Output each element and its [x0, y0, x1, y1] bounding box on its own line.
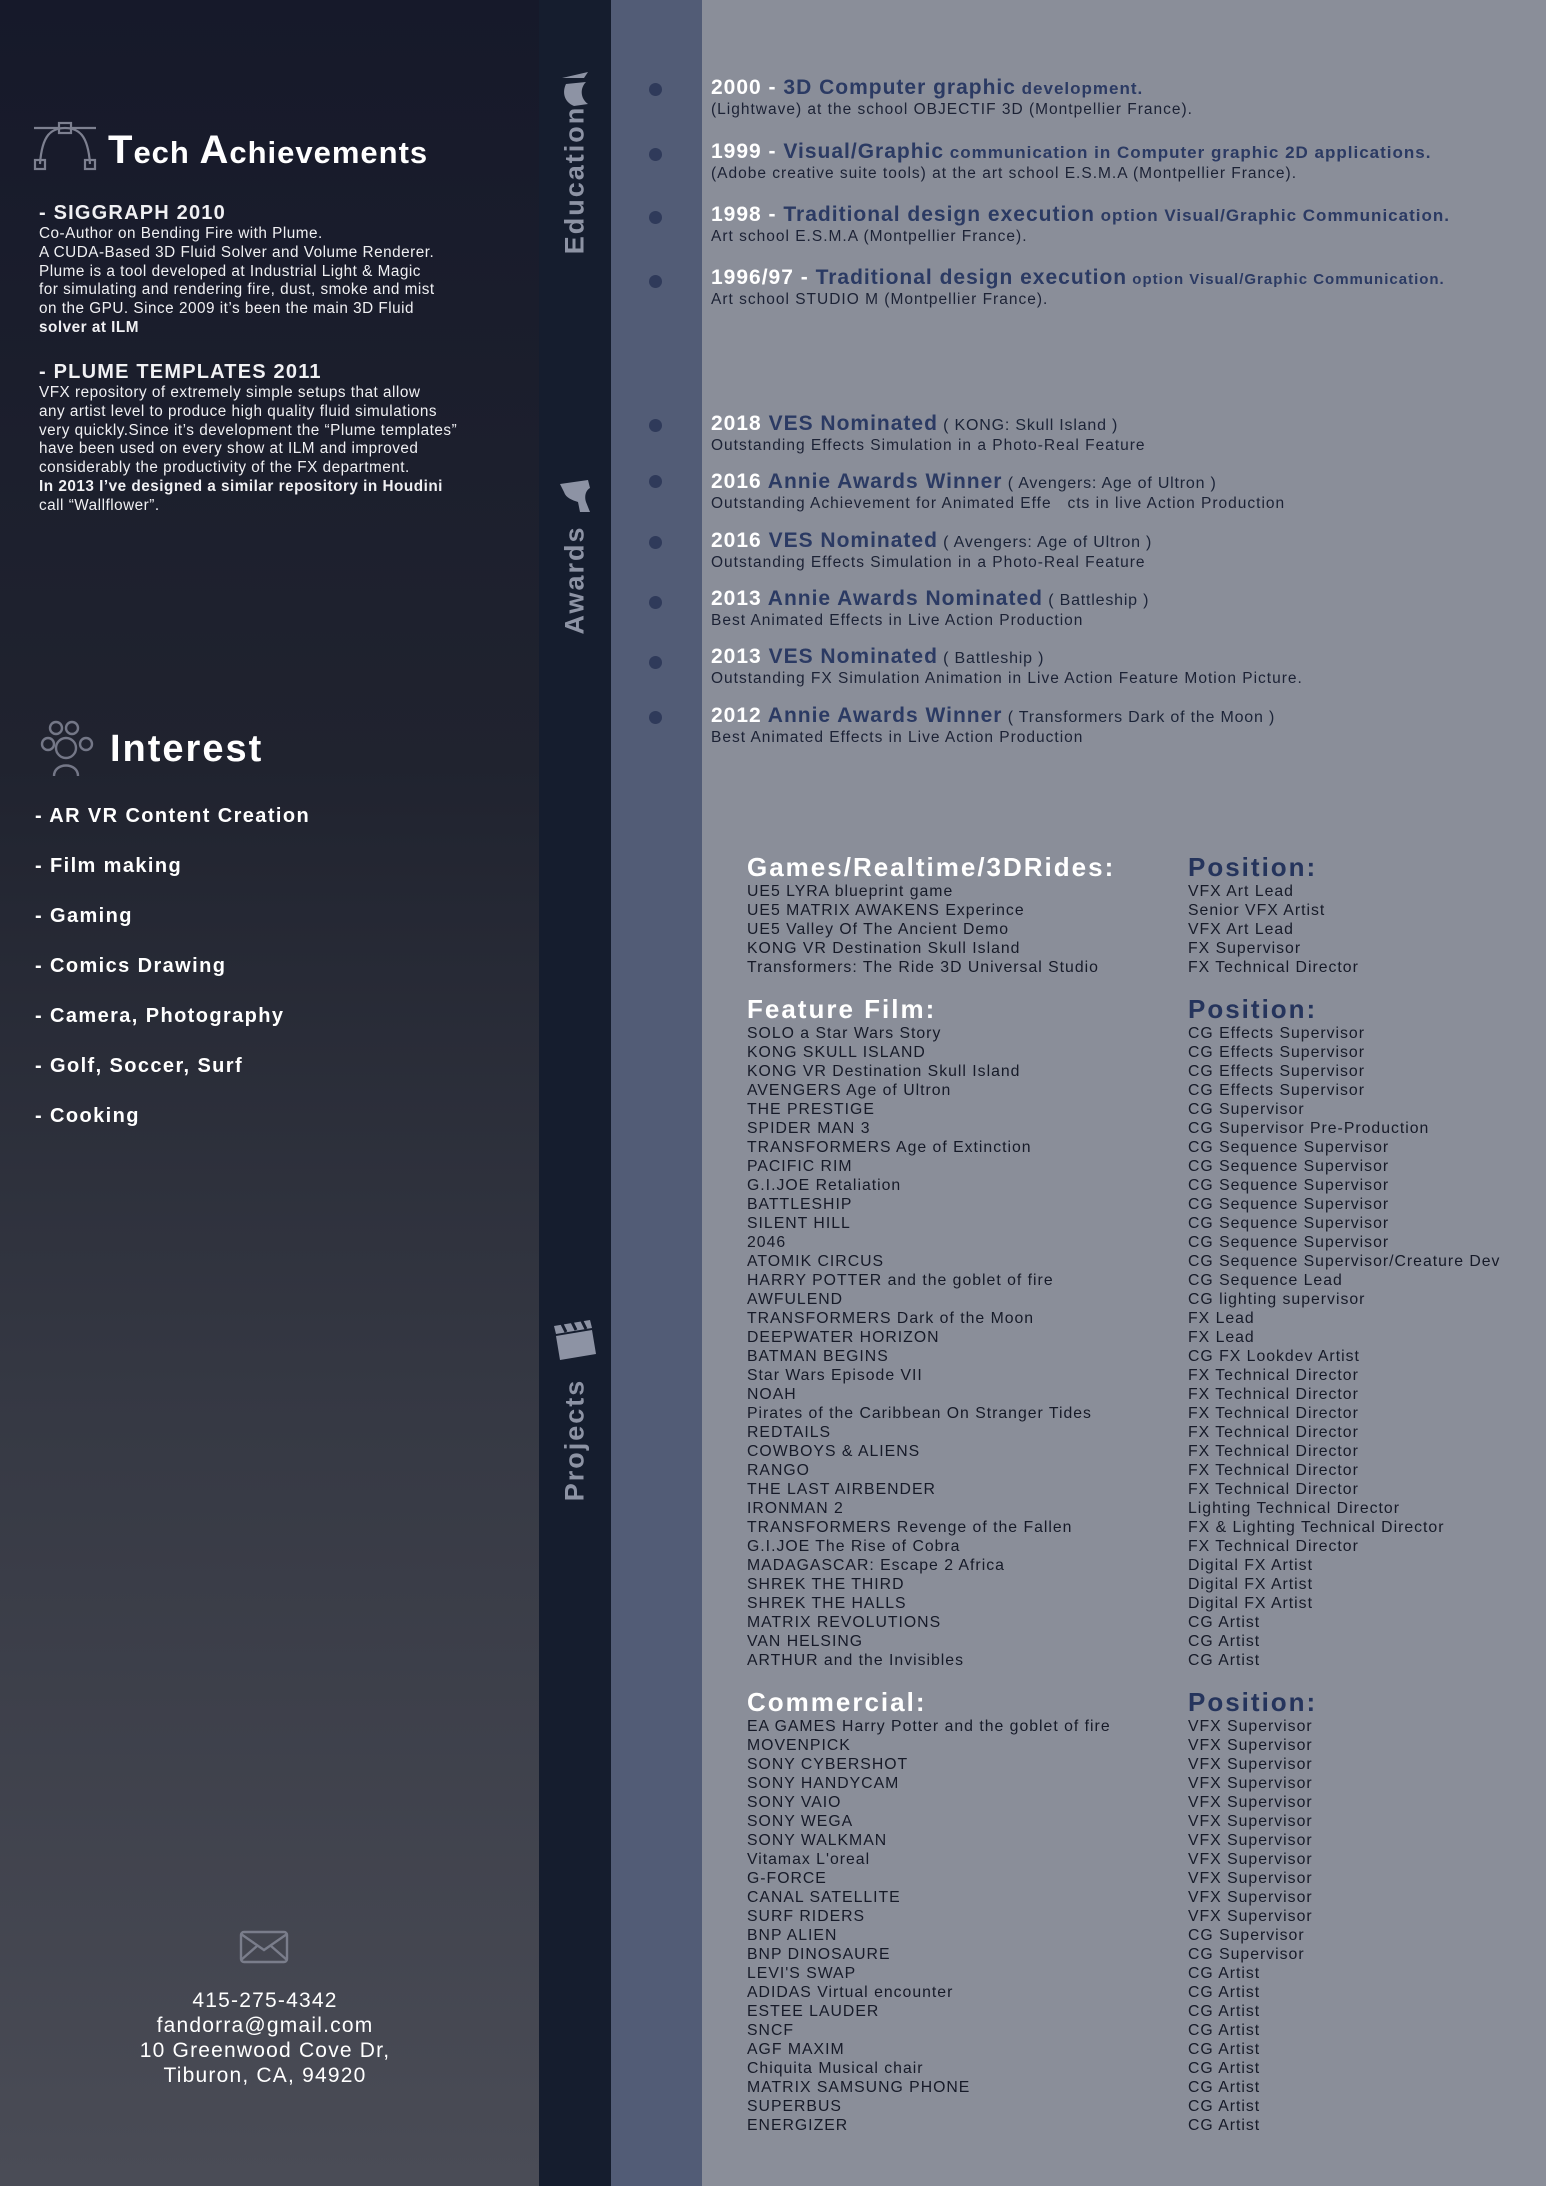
timeline-dot	[649, 419, 662, 432]
project-title: Chiquita Musical chair	[747, 2060, 924, 2077]
project-title: PACIFIC RIM	[747, 1158, 853, 1175]
project-title: SONY CYBERSHOT	[747, 1756, 909, 1773]
tech-item-heading: - SIGGRAPH 2010	[39, 202, 226, 224]
entry-year: 1998 -	[711, 203, 784, 226]
education-entry	[711, 77, 1193, 119]
project-position: VFX Supervisor	[1188, 1870, 1313, 1887]
text-line: very quickly.Since it’s development the “Plume templates”	[39, 421, 458, 439]
project-position: FX Technical Director	[1188, 1538, 1359, 1555]
project-title: NOAH	[747, 1386, 797, 1403]
project-title: MOVENPICK	[747, 1737, 851, 1754]
project-position: CG Artist	[1188, 1984, 1261, 2001]
project-title: SNCF	[747, 2022, 795, 2039]
interest-list	[35, 805, 310, 1155]
project-title: Transformers: The Ride 3D Universal Studio	[747, 959, 1099, 976]
project-title: EA GAMES Harry Potter and the goblet of fire	[747, 1718, 1111, 1735]
entry-year: 1996/97 -	[711, 266, 816, 289]
timeline-dot	[649, 83, 662, 96]
project-positions-column	[1188, 853, 1500, 2135]
entry-subtitle: Art school STUDIO M (Montpellier France).	[711, 291, 1049, 308]
text-line-emphasis: In 2013 I’ve designed a similar repository in Houdini	[39, 477, 443, 495]
address-line: Tiburon, CA, 94920	[163, 2064, 367, 2087]
project-title: BNP DINOSAURE	[747, 1946, 891, 1963]
project-title: UE5 MATRIX AWAKENS Experince	[747, 902, 1025, 919]
project-title: SONY WEGA	[747, 1813, 854, 1830]
address-line: 10 Greenwood Cove Dr,	[139, 2039, 391, 2062]
entry-subtitle: (Adobe creative suite tools) at the art school E.S.M.A (Montpellier France).	[711, 165, 1298, 182]
trophy-icon	[558, 478, 592, 514]
project-position: CG Artist	[1188, 1614, 1261, 1631]
timeline-dot	[649, 148, 662, 161]
group-spacer	[747, 1670, 1115, 1688]
timeline-dot	[649, 275, 662, 288]
entry-year: 2013	[711, 645, 769, 668]
project-title: KONG SKULL ISLAND	[747, 1044, 926, 1061]
project-position: Senior VFX Artist	[1188, 902, 1326, 919]
project-title: SONY VAIO	[747, 1794, 842, 1811]
project-title: THE LAST AIRBENDER	[747, 1481, 936, 1498]
project-position: CG Supervisor	[1188, 1101, 1305, 1118]
project-position: VFX Supervisor	[1188, 1813, 1313, 1830]
project-position: CG Artist	[1188, 2117, 1261, 2134]
entry-year: 2000 -	[711, 76, 784, 99]
project-title: BATMAN BEGINS	[747, 1348, 889, 1365]
project-position: Digital FX Artist	[1188, 1557, 1313, 1574]
tech-achievements-title: Tech Achievements	[108, 128, 429, 172]
position-heading: Position:	[1188, 1687, 1318, 1717]
entry-subtitle: Best Animated Effects in Live Action Production	[711, 729, 1084, 746]
phone-number[interactable]: 415-275-4342	[192, 1989, 338, 2012]
tech-item-heading: - PLUME TEMPLATES 2011	[39, 361, 322, 383]
position-heading: Position:	[1188, 994, 1318, 1024]
project-position: CG lighting supervisor	[1188, 1291, 1366, 1308]
education-entry	[711, 141, 1431, 183]
project-group-heading: Feature Film:	[747, 994, 937, 1024]
interest-item: - Comics Drawing	[35, 955, 227, 977]
entry-year: 2016	[711, 470, 768, 493]
entry-title: VES Nominated	[768, 645, 938, 668]
tech-item-siggraph	[39, 202, 529, 338]
project-position: FX Lead	[1188, 1329, 1255, 1346]
project-title: SHREK THE HALLS	[747, 1595, 907, 1612]
project-position: CG Sequence Supervisor	[1188, 1234, 1390, 1251]
award-entry	[711, 588, 1149, 630]
timeline-dot	[649, 711, 662, 724]
project-position: VFX Supervisor	[1188, 1908, 1313, 1925]
project-title: THE PRESTIGE	[747, 1101, 875, 1118]
entry-extra: option Visual/Graphic Communication.	[1094, 206, 1450, 225]
project-title: REDTAILS	[747, 1424, 832, 1441]
project-position: VFX Supervisor	[1188, 1775, 1313, 1792]
timeline-column	[611, 0, 702, 2186]
project-title: ATOMIK CIRCUS	[747, 1253, 885, 1270]
project-title: HARRY POTTER and the goblet of fire	[747, 1272, 1054, 1289]
text-line: have been used on every show at ILM and improved	[39, 440, 419, 458]
project-position: FX Technical Director	[1188, 959, 1359, 976]
entry-title: Traditional design execution	[815, 266, 1128, 289]
project-title: G.I.JOE Retaliation	[747, 1177, 902, 1194]
project-position: VFX Supervisor	[1188, 1737, 1313, 1754]
award-entry	[711, 413, 1146, 455]
education-entry	[711, 204, 1450, 246]
project-title: G.I.JOE The Rise of Cobra	[747, 1538, 961, 1555]
entry-subtitle: Outstanding Effects Simulation in a Photo-Real Feature	[711, 554, 1146, 571]
project-title: VAN HELSING	[747, 1633, 864, 1650]
tech-item-plume-templates	[39, 361, 529, 516]
interest-item: - AR VR Content Creation	[35, 805, 311, 827]
project-position: CG Sequence Supervisor	[1188, 1158, 1390, 1175]
interest-people-icon	[36, 718, 100, 782]
project-group-heading: Games/Realtime/3DRides:	[747, 852, 1116, 882]
project-position: VFX Art Lead	[1188, 883, 1294, 900]
entry-film: ( Avengers: Age of Ultron )	[937, 534, 1153, 551]
group-spacer	[1188, 977, 1500, 995]
award-entry	[711, 646, 1303, 688]
project-position: CG Sequence Supervisor	[1188, 1177, 1390, 1194]
entry-title: VES Nominated	[768, 529, 938, 552]
timeline-dot	[649, 211, 662, 224]
project-title: DEEPWATER HORIZON	[747, 1329, 940, 1346]
text-line: Co-Author on Bending Fire with Plume.	[39, 225, 323, 242]
project-position: FX Technical Director	[1188, 1462, 1359, 1479]
graduation-cap-icon	[558, 70, 592, 110]
award-entry	[711, 530, 1152, 572]
project-title: UE5 LYRA blueprint game	[747, 883, 954, 900]
nav-education-label: Education	[559, 105, 590, 255]
project-title: BNP ALIEN	[747, 1927, 838, 1944]
project-title: SPIDER MAN 3	[747, 1120, 871, 1137]
project-title: KONG VR Destination Skull Island	[747, 940, 1021, 957]
entry-title: Traditional design execution	[783, 203, 1095, 226]
text-line: A CUDA-Based 3D Fluid Solver and Volume Renderer.	[39, 243, 435, 261]
project-title: MADAGASCAR: Escape 2 Africa	[747, 1557, 1005, 1574]
project-titles-column	[747, 853, 1115, 2135]
clapperboard-icon	[552, 1320, 598, 1360]
award-entry	[711, 705, 1275, 747]
bezier-pen-tool-icon	[32, 120, 98, 172]
project-position: FX Technical Director	[1188, 1386, 1359, 1403]
entry-year: 1999 -	[711, 140, 784, 163]
entry-title: Visual/Graphic	[783, 140, 945, 163]
project-position: VFX Supervisor	[1188, 1851, 1313, 1868]
mail-icon	[239, 1930, 289, 1964]
project-position: CG Effects Supervisor	[1188, 1082, 1365, 1099]
project-position: VFX Supervisor	[1188, 1756, 1313, 1773]
project-title: G-FORCE	[747, 1870, 827, 1887]
interest-title: Interest	[110, 728, 264, 770]
project-title: SOLO a Star Wars Story	[747, 1025, 942, 1042]
entry-title: 3D Computer graphic	[783, 76, 1016, 99]
entry-title: VES Nominated	[768, 412, 938, 435]
project-position: CG Sequence Supervisor	[1188, 1139, 1390, 1156]
project-position: FX Lead	[1188, 1310, 1255, 1327]
timeline-dot	[649, 596, 662, 609]
position-heading: Position:	[1188, 852, 1318, 882]
project-position: CG Sequence Lead	[1188, 1272, 1343, 1289]
project-title: CANAL SATELLITE	[747, 1889, 901, 1906]
entry-extra: communication in Computer graphic 2D applications.	[944, 143, 1432, 162]
timeline-dot	[649, 656, 662, 669]
entry-subtitle: Outstanding Effects Simulation in a Photo-Real Feature	[711, 437, 1146, 454]
award-entry	[711, 471, 1285, 513]
project-position: CG Effects Supervisor	[1188, 1025, 1365, 1042]
project-position: VFX Supervisor	[1188, 1832, 1313, 1849]
project-position: CG Artist	[1188, 2060, 1261, 2077]
project-position: FX Supervisor	[1188, 940, 1302, 957]
entry-subtitle: Art school E.S.M.A (Montpellier France).	[711, 228, 1028, 245]
project-title: TRANSFORMERS Dark of the Moon	[747, 1310, 1035, 1327]
entry-film: ( Avengers: Age of Ultron )	[1002, 475, 1217, 492]
project-position: CG Artist	[1188, 2079, 1261, 2096]
text-line: any artist level to produce high quality fluid simulations	[39, 402, 438, 420]
project-position: FX Technical Director	[1188, 1481, 1359, 1498]
project-title: BATTLESHIP	[747, 1196, 853, 1213]
project-position: CG Supervisor	[1188, 1927, 1305, 1944]
project-title: ADIDAS Virtual encounter	[747, 1984, 954, 2001]
project-title: KONG VR Destination Skull Island	[747, 1063, 1021, 1080]
interest-item: - Cooking	[35, 1105, 140, 1127]
project-title: AVENGERS Age of Ultron	[747, 1082, 952, 1099]
project-position: Digital FX Artist	[1188, 1595, 1313, 1612]
project-group-heading: Commercial:	[747, 1687, 927, 1717]
project-title: LEVI'S SWAP	[747, 1965, 857, 1982]
timeline-dot	[649, 536, 662, 549]
contact-info	[90, 1988, 440, 2088]
entry-film: ( Battleship )	[937, 650, 1045, 667]
project-title: Star Wars Episode VII	[747, 1367, 923, 1384]
project-position: CG Sequence Supervisor	[1188, 1196, 1390, 1213]
project-position: CG Artist	[1188, 1633, 1261, 1650]
entry-title: Annie Awards Nominated	[767, 587, 1043, 610]
project-position: CG FX Lookdev Artist	[1188, 1348, 1360, 1365]
interest-item: - Camera, Photography	[35, 1005, 285, 1027]
project-title: Pirates of the Caribbean On Stranger Tides	[747, 1405, 1092, 1422]
project-title: SILENT HILL	[747, 1215, 851, 1232]
project-title: ARTHUR and the Invisibles	[747, 1652, 964, 1669]
project-title: SUPERBUS	[747, 2098, 842, 2115]
text-line: on the GPU. Since 2009 it’s been the main 3D Fluid	[39, 300, 415, 318]
text-line: call “Wallflower”.	[39, 496, 160, 514]
project-title: AGF MAXIM	[747, 2041, 845, 2058]
project-title: MATRIX SAMSUNG PHONE	[747, 2079, 971, 2096]
project-position: VFX Supervisor	[1188, 1794, 1313, 1811]
project-title: Vitamax L'oreal	[747, 1851, 871, 1868]
project-position: CG Effects Supervisor	[1188, 1044, 1365, 1061]
text-line: for simulating and rendering fire, dust, smoke and mist	[39, 281, 435, 299]
project-position: CG Supervisor Pre-Production	[1188, 1120, 1430, 1137]
group-spacer	[747, 977, 1115, 995]
nav-awards-label: Awards	[559, 525, 590, 635]
email-address[interactable]: fandorra@gmail.com	[156, 2014, 374, 2037]
project-title: COWBOYS & ALIENS	[747, 1443, 921, 1460]
project-position: VFX Supervisor	[1188, 1718, 1313, 1735]
section-nav-column	[539, 0, 611, 2186]
project-title: ESTEE LAUDER	[747, 2003, 880, 2020]
project-position: CG Artist	[1188, 2041, 1261, 2058]
project-title: TRANSFORMERS Age of Extinction	[747, 1139, 1032, 1156]
project-title: 2046	[747, 1234, 787, 1251]
timeline-dot	[649, 475, 662, 488]
entry-subtitle: Outstanding Achievement for Animated Effe cts in live Action Production	[711, 495, 1286, 512]
education-entry	[711, 267, 1445, 309]
project-position: CG Artist	[1188, 2098, 1261, 2115]
entry-subtitle: (Lightwave) at the school OBJECTIF 3D (Montpellier France).	[711, 101, 1193, 118]
project-position: FX Technical Director	[1188, 1405, 1359, 1422]
project-title: UE5 Valley Of The Ancient Demo	[747, 921, 1010, 938]
project-title: IRONMAN 2	[747, 1500, 844, 1517]
text-line: Plume is a tool developed at Industrial Light & Magic	[39, 262, 421, 280]
entry-extra: development.	[1015, 79, 1144, 98]
project-position: FX Technical Director	[1188, 1367, 1359, 1384]
project-title: SONY HANDYCAM	[747, 1775, 900, 1792]
project-position: FX Technical Director	[1188, 1424, 1359, 1441]
project-position: VFX Supervisor	[1188, 1889, 1313, 1906]
project-position: VFX Art Lead	[1188, 921, 1294, 938]
interest-item: - Film making	[35, 855, 183, 877]
text-line: considerably the productivity of the FX department.	[39, 459, 410, 477]
project-position: Digital FX Artist	[1188, 1576, 1313, 1593]
entry-year: 2012	[711, 704, 768, 727]
project-position: CG Supervisor	[1188, 1946, 1305, 1963]
project-title: ENERGIZER	[747, 2117, 849, 2134]
entry-year: 2016	[711, 529, 769, 552]
entry-title: Annie Awards Winner	[767, 470, 1003, 493]
project-position: Lighting Technical Director	[1188, 1500, 1400, 1517]
entry-title: Annie Awards Winner	[767, 704, 1003, 727]
project-title: SHREK THE THIRD	[747, 1576, 905, 1593]
entry-subtitle: Best Animated Effects in Live Action Production	[711, 612, 1084, 629]
entry-year: 2018	[711, 412, 769, 435]
nav-projects-label: Projects	[559, 1378, 590, 1502]
entry-year: 2013	[711, 587, 768, 610]
project-position: CG Artist	[1188, 1965, 1261, 1982]
entry-film: ( Battleship )	[1043, 592, 1150, 609]
entry-subtitle: Outstanding FX Simulation Animation in Live Action Feature Motion Picture.	[711, 670, 1303, 687]
project-title: SONY WALKMAN	[747, 1832, 888, 1849]
interest-item: - Gaming	[35, 905, 133, 927]
project-position: CG Artist	[1188, 2003, 1261, 2020]
project-position: FX Technical Director	[1188, 1443, 1359, 1460]
entry-film: ( KONG: Skull Island )	[937, 417, 1119, 434]
interest-item: - Golf, Soccer, Surf	[35, 1055, 244, 1077]
project-title: RANGO	[747, 1462, 810, 1479]
entry-extra: option Visual/Graphic Communication.	[1127, 271, 1445, 288]
project-position: CG Artist	[1188, 1652, 1261, 1669]
project-title: MATRIX REVOLUTIONS	[747, 1614, 942, 1631]
project-title: SURF RIDERS	[747, 1908, 866, 1925]
text-line: VFX repository of extremely simple setups that allow	[39, 384, 421, 401]
project-position: CG Sequence Supervisor	[1188, 1215, 1390, 1232]
group-spacer	[1188, 1670, 1500, 1688]
project-position: CG Effects Supervisor	[1188, 1063, 1365, 1080]
project-position: FX & Lighting Technical Director	[1188, 1519, 1445, 1536]
project-position: CG Sequence Supervisor/Creature Dev	[1188, 1253, 1501, 1270]
entry-film: ( Transformers Dark of the Moon )	[1002, 709, 1276, 726]
project-title: AWFULEND	[747, 1291, 844, 1308]
project-position: CG Artist	[1188, 2022, 1261, 2039]
text-line-emphasis: solver at ILM	[39, 318, 140, 336]
project-title: TRANSFORMERS Revenge of the Fallen	[747, 1519, 1073, 1536]
